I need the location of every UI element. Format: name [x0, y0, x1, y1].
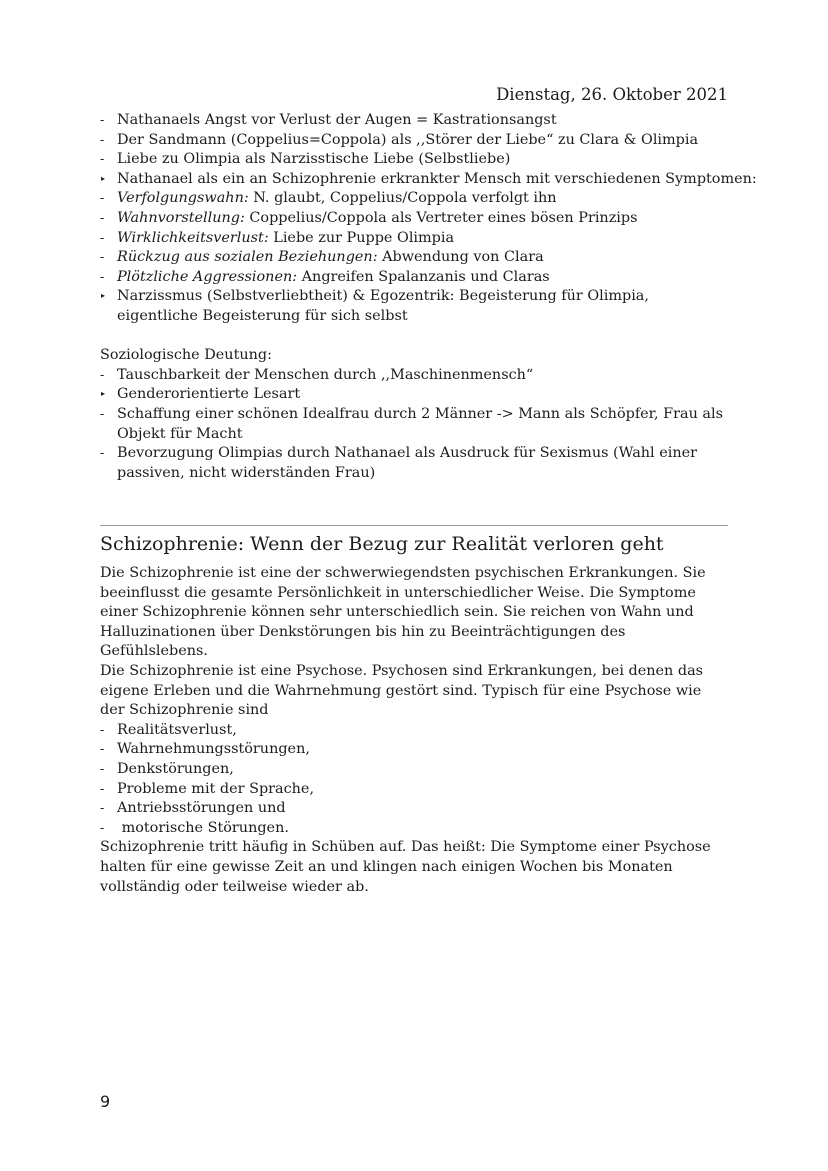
paragraph: Die Schizophrenie ist eine Psychose. Psychosen sind Erkrankungen, bei denen das eigene Erleben und die Wahrnehmung gestört sind. Typisch für eine Psychose wie der Schizophrenie sind — [100, 662, 704, 719]
triangle-bullet-icon: ▸ — [101, 291, 106, 301]
list-item: - Verfolgungswahn: N. glaubt, Coppelius/Coppola verfolgt ihn — [100, 190, 557, 207]
list-item: - motorische Störungen. — [100, 819, 289, 836]
dash-marker: - — [100, 250, 105, 265]
list-item: - Denkstörungen, — [100, 760, 234, 777]
list-item: - Realitätsverlust, — [100, 721, 237, 738]
section-divider — [100, 525, 728, 526]
dash-marker: - — [100, 781, 105, 796]
dash-marker: - — [100, 722, 105, 737]
dash-marker: - — [100, 269, 105, 284]
list-item: - Schaffung einer schönen Idealfrau durch 2 Männer -> Mann als Schöpfer, Frau als Objekt für Macht — [100, 405, 723, 442]
dash-marker: - — [100, 132, 105, 147]
dash-marker: - — [100, 406, 105, 421]
list-item: - Bevorzugung Olimpias durch Nathanael als Ausdruck für Sexismus (Wahl einer passiven, nicht widerständen Frau) — [100, 445, 698, 481]
interpretation-section — [100, 111, 757, 483]
list-item: - Wahrnehmungsstörungen, — [100, 741, 310, 758]
dash-marker: - — [100, 820, 105, 835]
dash-marker: - — [100, 230, 105, 245]
dash-marker: - — [100, 367, 105, 382]
paragraph: Schizophrenie tritt häufig in Schüben auf. Das heißt: Die Symptome einer Psychose halten für eine gewisse Zeit an und klingen nach einigen Wochen bis Monaten vollständig oder teilweise wieder ab. — [100, 839, 711, 895]
document-date: Dienstag, 26. Oktober 2021 — [496, 85, 728, 104]
list-item: - Plötzliche Aggressionen: Angreifen Spalanzanis und Claras — [100, 268, 550, 285]
dash-marker: - — [100, 210, 105, 225]
list-item: - Der Sandmann (Coppelius=Coppola) als ,,Störer der Liebe“ zu Clara & Olimpia — [100, 131, 699, 148]
paragraph: Die Schizophrenie ist eine der schwerwiegendsten psychischen Erkrankungen. Sie beeinflusst die gesamte Persönlichkeit in unterschiedlicher Weise. Die Symptome einer Schizophrenie können sehr unterschiedlich sein. Sie reichen von Wahn und Halluzinationen über Denkstörungen bis hin zu Beeinträchtigungen des Gefühlslebens. — [100, 565, 706, 660]
list-item: - Wahnvorstellung: Coppelius/Coppola als Vertreter eines bösen Prinzips — [100, 209, 638, 226]
schizophrenia-section — [100, 564, 730, 897]
list-item: - Tauschbarkeit der Menschen durch ,,Maschinenmensch“ — [100, 366, 534, 383]
item-label: Verfolgungswahn: — [117, 190, 249, 207]
item-label: Rückzug aus sozialen Beziehungen: — [117, 249, 378, 266]
dash-marker: - — [100, 152, 105, 167]
list-item: ▸ Nathanael als ein an Schizophrenie erkrankter Mensch mit verschiedenen Symptomen: — [101, 170, 757, 187]
list-item: - Probleme mit der Sprache, — [100, 780, 315, 797]
item-label: Wirklichkeitsverlust: — [117, 229, 269, 246]
dash-marker: - — [100, 742, 105, 757]
item-label: Wahnvorstellung: — [117, 209, 245, 226]
psychosis-symptom-list — [100, 721, 730, 839]
sociology-list — [100, 366, 730, 484]
list-item: - Nathanaels Angst vor Verlust der Augen = Kastrationsangst — [100, 112, 557, 128]
list-item: - Antriebsstörungen und — [100, 800, 286, 817]
sociology-title: Soziologische Deutung: — [100, 347, 272, 364]
dash-marker: - — [100, 761, 105, 776]
dash-marker: - — [100, 801, 105, 816]
dash-marker: - — [100, 191, 105, 206]
list-item: ▸ Narzissmus (Selbstverliebtheit) & Egozentrik: Begeisterung für Olimpia, eigentliche Begeisterung für sich selbst — [101, 288, 649, 324]
item-label: Plötzliche Aggressionen: — [117, 268, 298, 285]
section-heading: Schizophrenie: Wenn der Bezug zur Realität verloren geht — [100, 533, 664, 555]
list-item: ▸ Genderorientierte Lesart — [101, 386, 301, 403]
list-item: - Wirklichkeitsverlust: Liebe zur Puppe Olimpia — [100, 229, 455, 246]
symptom-list — [100, 111, 757, 327]
list-item: - Liebe zu Olimpia als Narzisstische Liebe (Selbstliebe) — [100, 151, 511, 168]
triangle-bullet-icon: ▸ — [101, 389, 106, 399]
list-item: - Rückzug aus sozialen Beziehungen: Abwendung von Clara — [100, 249, 544, 266]
dash-marker: - — [100, 113, 105, 127]
dash-marker: - — [100, 446, 105, 461]
page-number: 9 — [100, 1092, 111, 1111]
triangle-bullet-icon: ▸ — [101, 173, 106, 183]
